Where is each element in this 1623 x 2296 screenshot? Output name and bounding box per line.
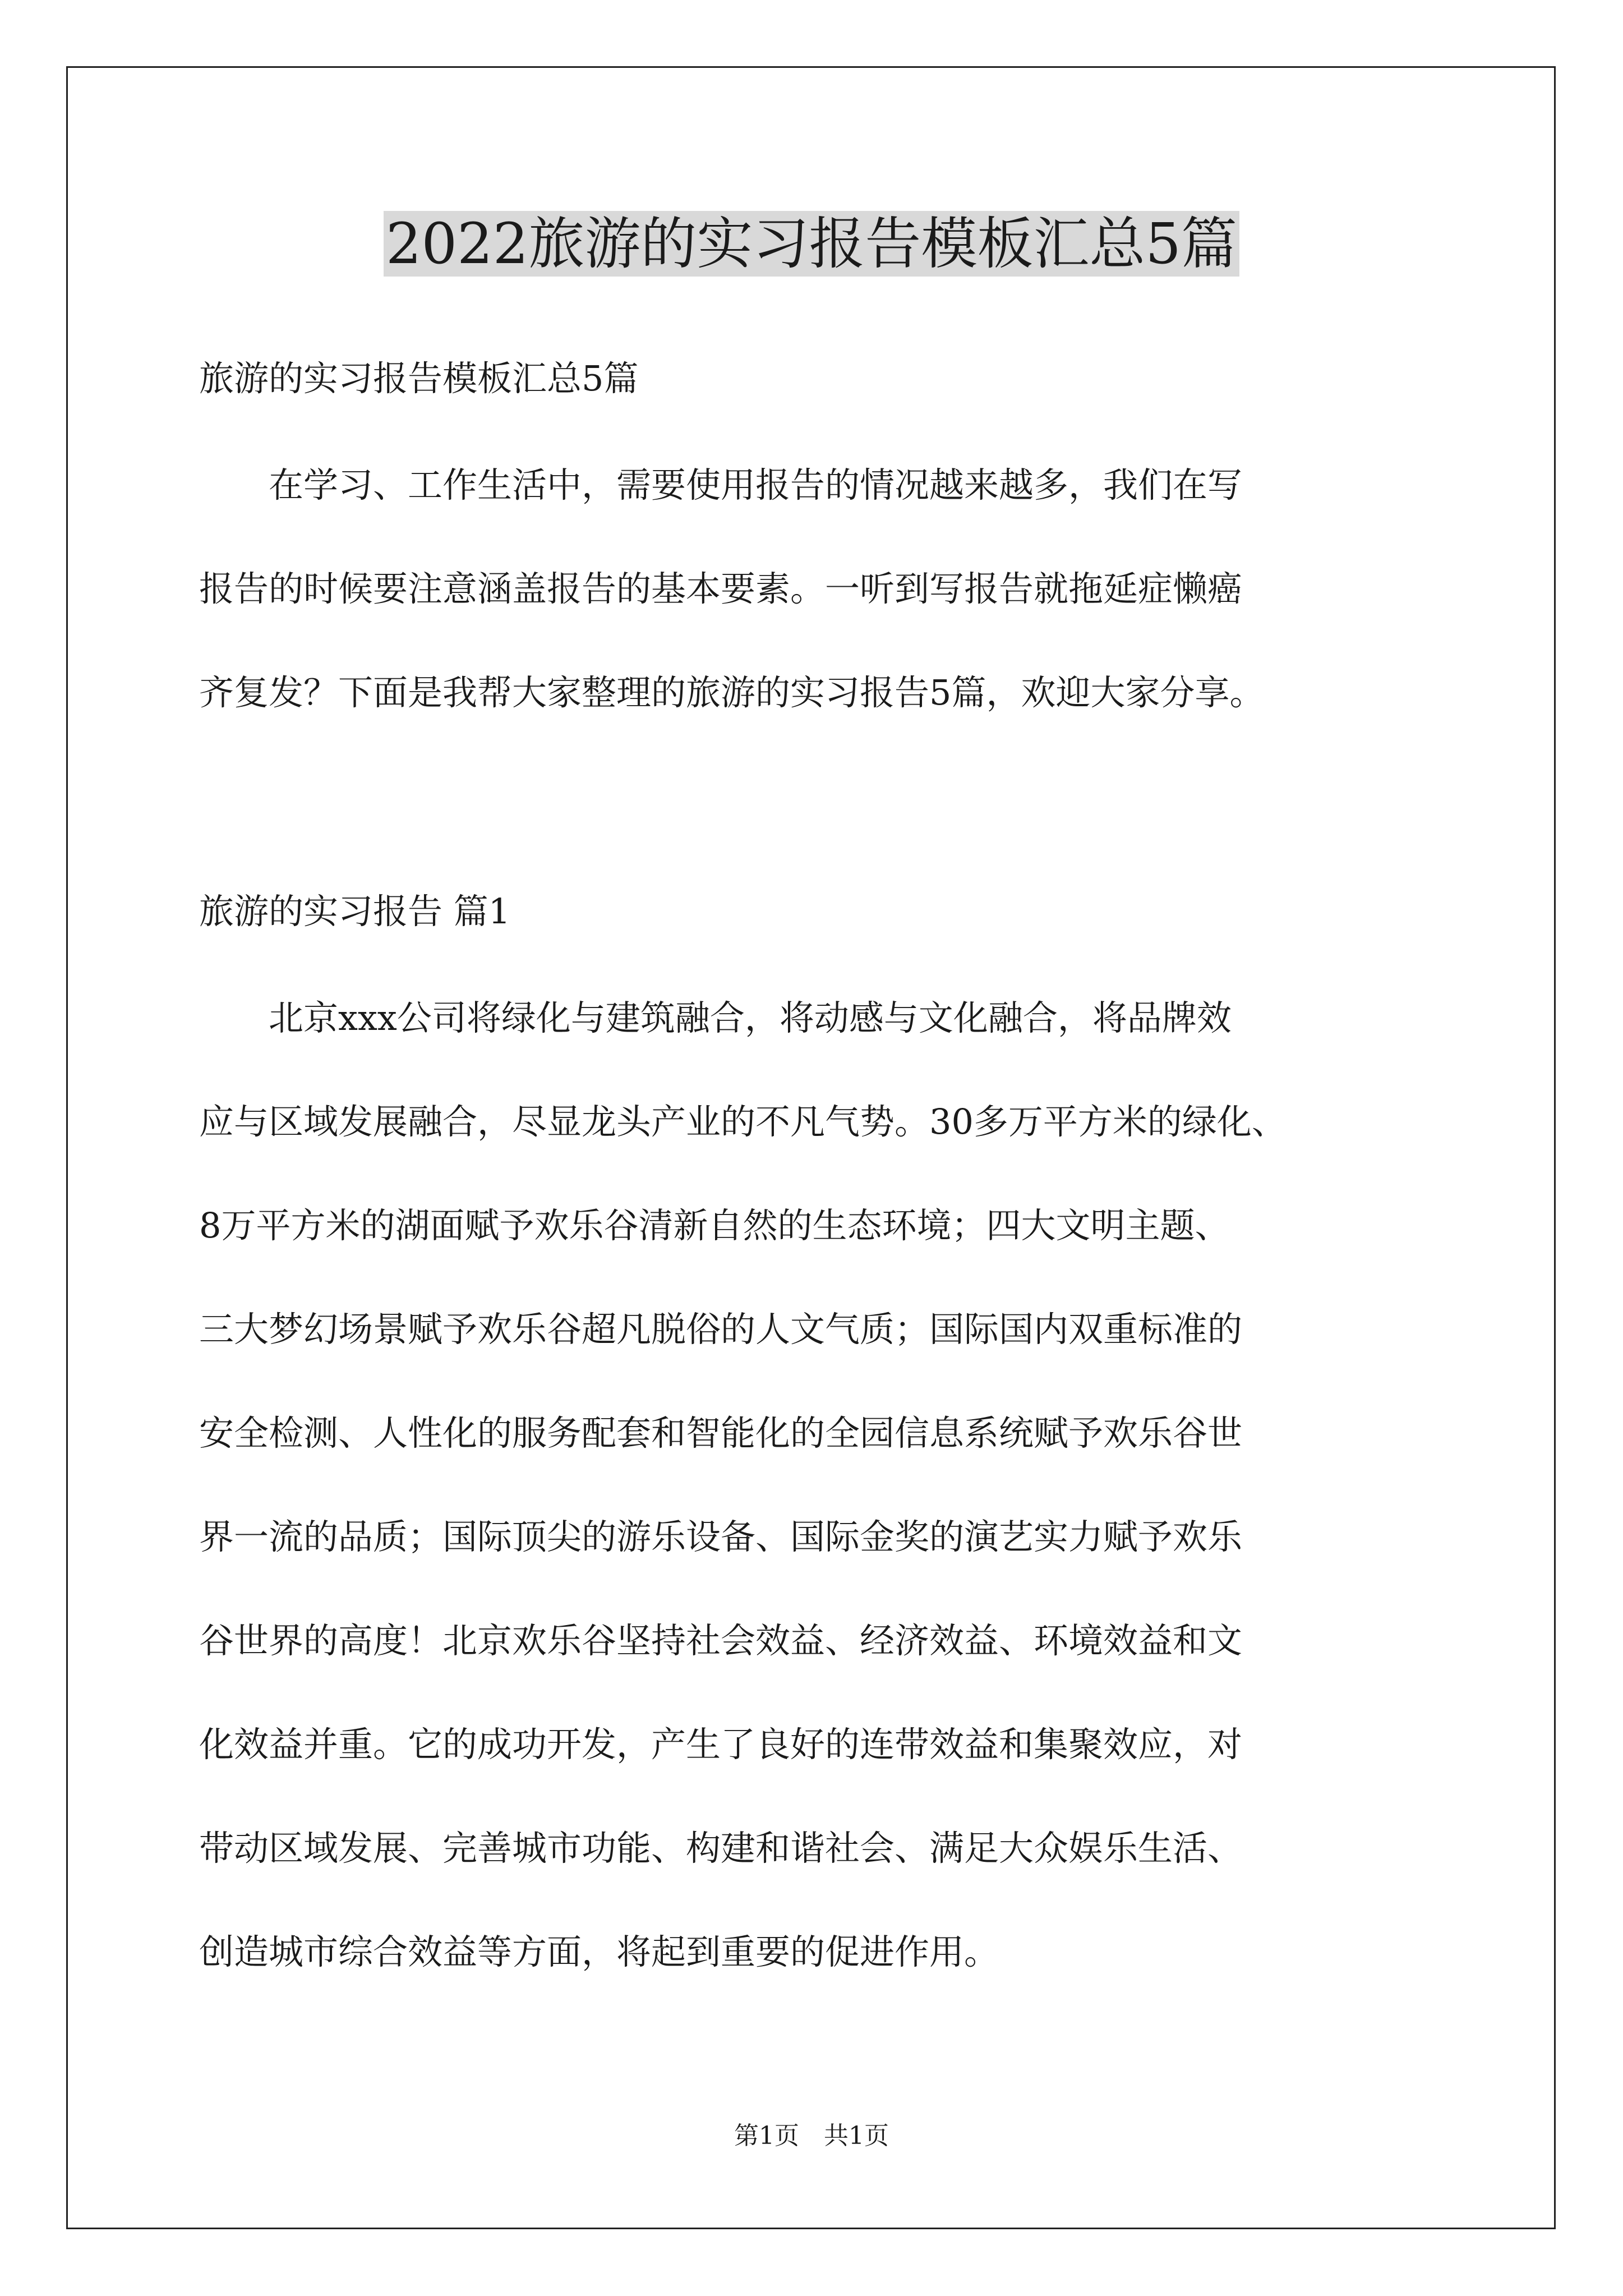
title-text: 2022旅游的实习报告模板汇总5篇 bbox=[384, 211, 1239, 277]
section-line-9: 带动区域发展、完善城市功能、构建和谐社会、满足大众娱乐生活、 bbox=[199, 1828, 1243, 1869]
section-line-5: 安全检测、人性化的服务配套和智能化的全园信息系统赋予欢乐谷世 bbox=[199, 1412, 1243, 1453]
section-line-3: 8万平方米的湖面赋予欢乐谷清新自然的生态环境；四大文明主题、 bbox=[199, 1205, 1230, 1246]
section-line-10: 创造城市综合效益等方面，将起到重要的促进作用。 bbox=[199, 1931, 999, 1972]
section-line-8: 化效益并重。它的成功开发，产生了良好的连带效益和集聚效应，对 bbox=[199, 1724, 1243, 1765]
section-line-6: 界一流的品质；国际顶尖的游乐设备、国际金奖的演艺实力赋予欢乐 bbox=[199, 1516, 1243, 1557]
intro-line-3: 齐复发？下面是我帮大家整理的旅游的实习报告5篇，欢迎大家分享。 bbox=[199, 672, 1265, 713]
document-title bbox=[0, 208, 1623, 280]
section-line-7: 谷世界的高度！北京欢乐谷坚持社会效益、经济效益、环境效益和文 bbox=[199, 1620, 1243, 1661]
page-number-footer: 第1页 共1页 bbox=[734, 2122, 889, 2150]
intro-line-2: 报告的时候要注意涵盖报告的基本要素。一听到写报告就拖延症懒癌 bbox=[199, 568, 1243, 609]
intro-line-1: 在学习、工作生活中，需要使用报告的情况越来越多，我们在写 bbox=[199, 464, 1243, 505]
section-line-2: 应与区域发展融合，尽显龙头产业的不凡气势。30多万平方米的绿化、 bbox=[199, 1101, 1287, 1142]
section-line-1: 北京xxx公司将绿化与建筑融合，将动感与文化融合，将品牌效 bbox=[199, 997, 1232, 1038]
section-line-4: 三大梦幻场景赋予欢乐谷超凡脱俗的人文气质；国际国内双重标准的 bbox=[199, 1309, 1243, 1350]
subtitle: 旅游的实习报告模板汇总5篇 bbox=[199, 358, 639, 399]
section-heading: 旅游的实习报告 篇1 bbox=[199, 891, 511, 932]
